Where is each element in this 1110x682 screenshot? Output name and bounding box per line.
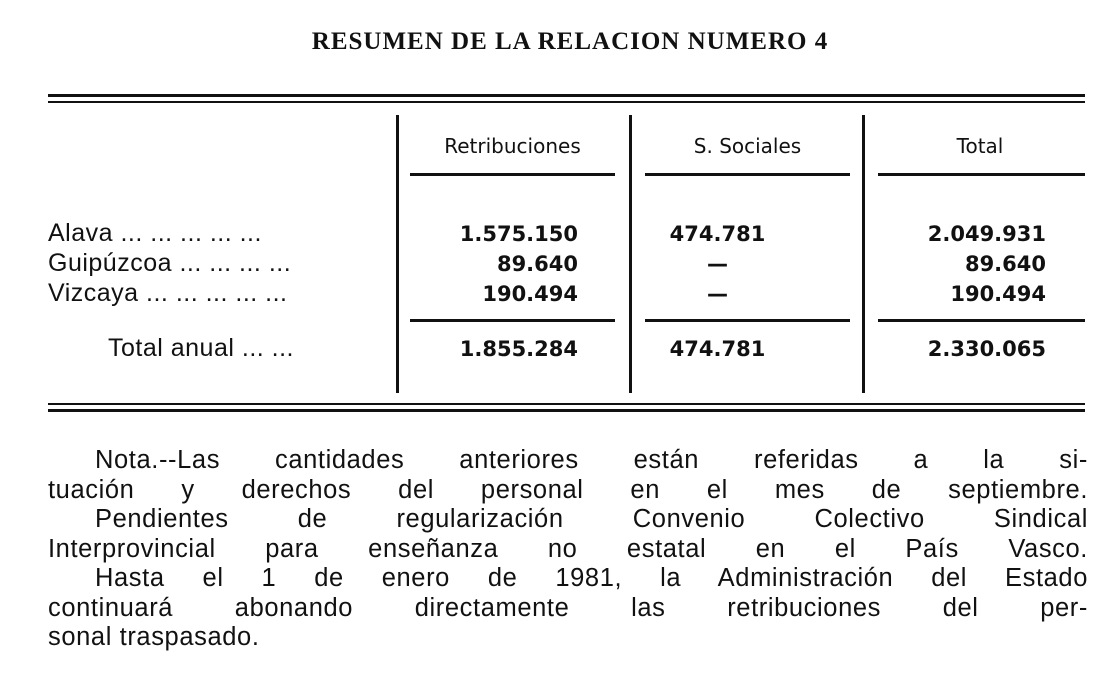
header-total: Total	[956, 134, 1004, 158]
note-line: Hasta el 1 de enero de 1981, la Administración del Estado	[95, 564, 1088, 592]
sum-rule	[645, 319, 850, 322]
row-label: Vizcaya ... ... ... ... ...	[48, 279, 288, 307]
bottom-rule	[48, 409, 1085, 412]
note-line: Interprovincial para enseñanza no estatal en el País Vasco.	[48, 534, 1088, 563]
top-rule	[48, 94, 1085, 97]
top-rule-inner	[48, 101, 1085, 103]
cell-sociales: 474.781	[669, 222, 766, 246]
sum-rule	[878, 319, 1085, 322]
header-underline	[410, 173, 615, 176]
notes	[48, 446, 1088, 653]
column-divider	[862, 115, 865, 393]
note-line: tuación y derechos del personal en el mes de septiembre.	[48, 475, 1088, 504]
cell-retribuciones: 1.575.150	[459, 222, 578, 246]
cell-sociales: —	[707, 282, 728, 306]
cell-retribuciones: 190.494	[482, 282, 578, 306]
row-label: Guipúzcoa ... ... ... ...	[48, 249, 292, 277]
cell-sociales: —	[707, 252, 728, 276]
total-total: 2.330.065	[927, 337, 1046, 361]
header-underline	[878, 173, 1085, 176]
row-label: Alava ... ... ... ... ...	[48, 219, 262, 247]
total-retribuciones: 1.855.284	[459, 337, 578, 361]
note-line: sonal traspasado.	[48, 623, 260, 651]
bottom-rule-inner	[48, 403, 1085, 405]
header-retribuciones: Retribuciones	[444, 134, 581, 158]
cell-retribuciones: 89.640	[496, 252, 578, 276]
note-line: Nota.--Las cantidades anteriores están referidas a la si-	[95, 446, 1088, 474]
total-label: Total anual ... ...	[108, 334, 294, 362]
sum-rule	[410, 319, 615, 322]
column-divider	[396, 115, 399, 393]
column-divider	[629, 115, 632, 393]
header-underline	[645, 173, 850, 176]
note-line: continuará abonando directamente las retribuciones del per-	[48, 593, 1088, 622]
cell-total: 190.494	[950, 282, 1046, 306]
total-sociales: 474.781	[669, 337, 766, 361]
cell-total: 89.640	[964, 252, 1046, 276]
note-line: Pendientes de regularización Convenio Colectivo Sindical	[95, 505, 1088, 533]
header-sociales: S. Sociales	[693, 134, 802, 158]
cell-total: 2.049.931	[927, 222, 1046, 246]
document-title: RESUMEN DE LA RELACION NUMERO 4	[311, 28, 829, 55]
